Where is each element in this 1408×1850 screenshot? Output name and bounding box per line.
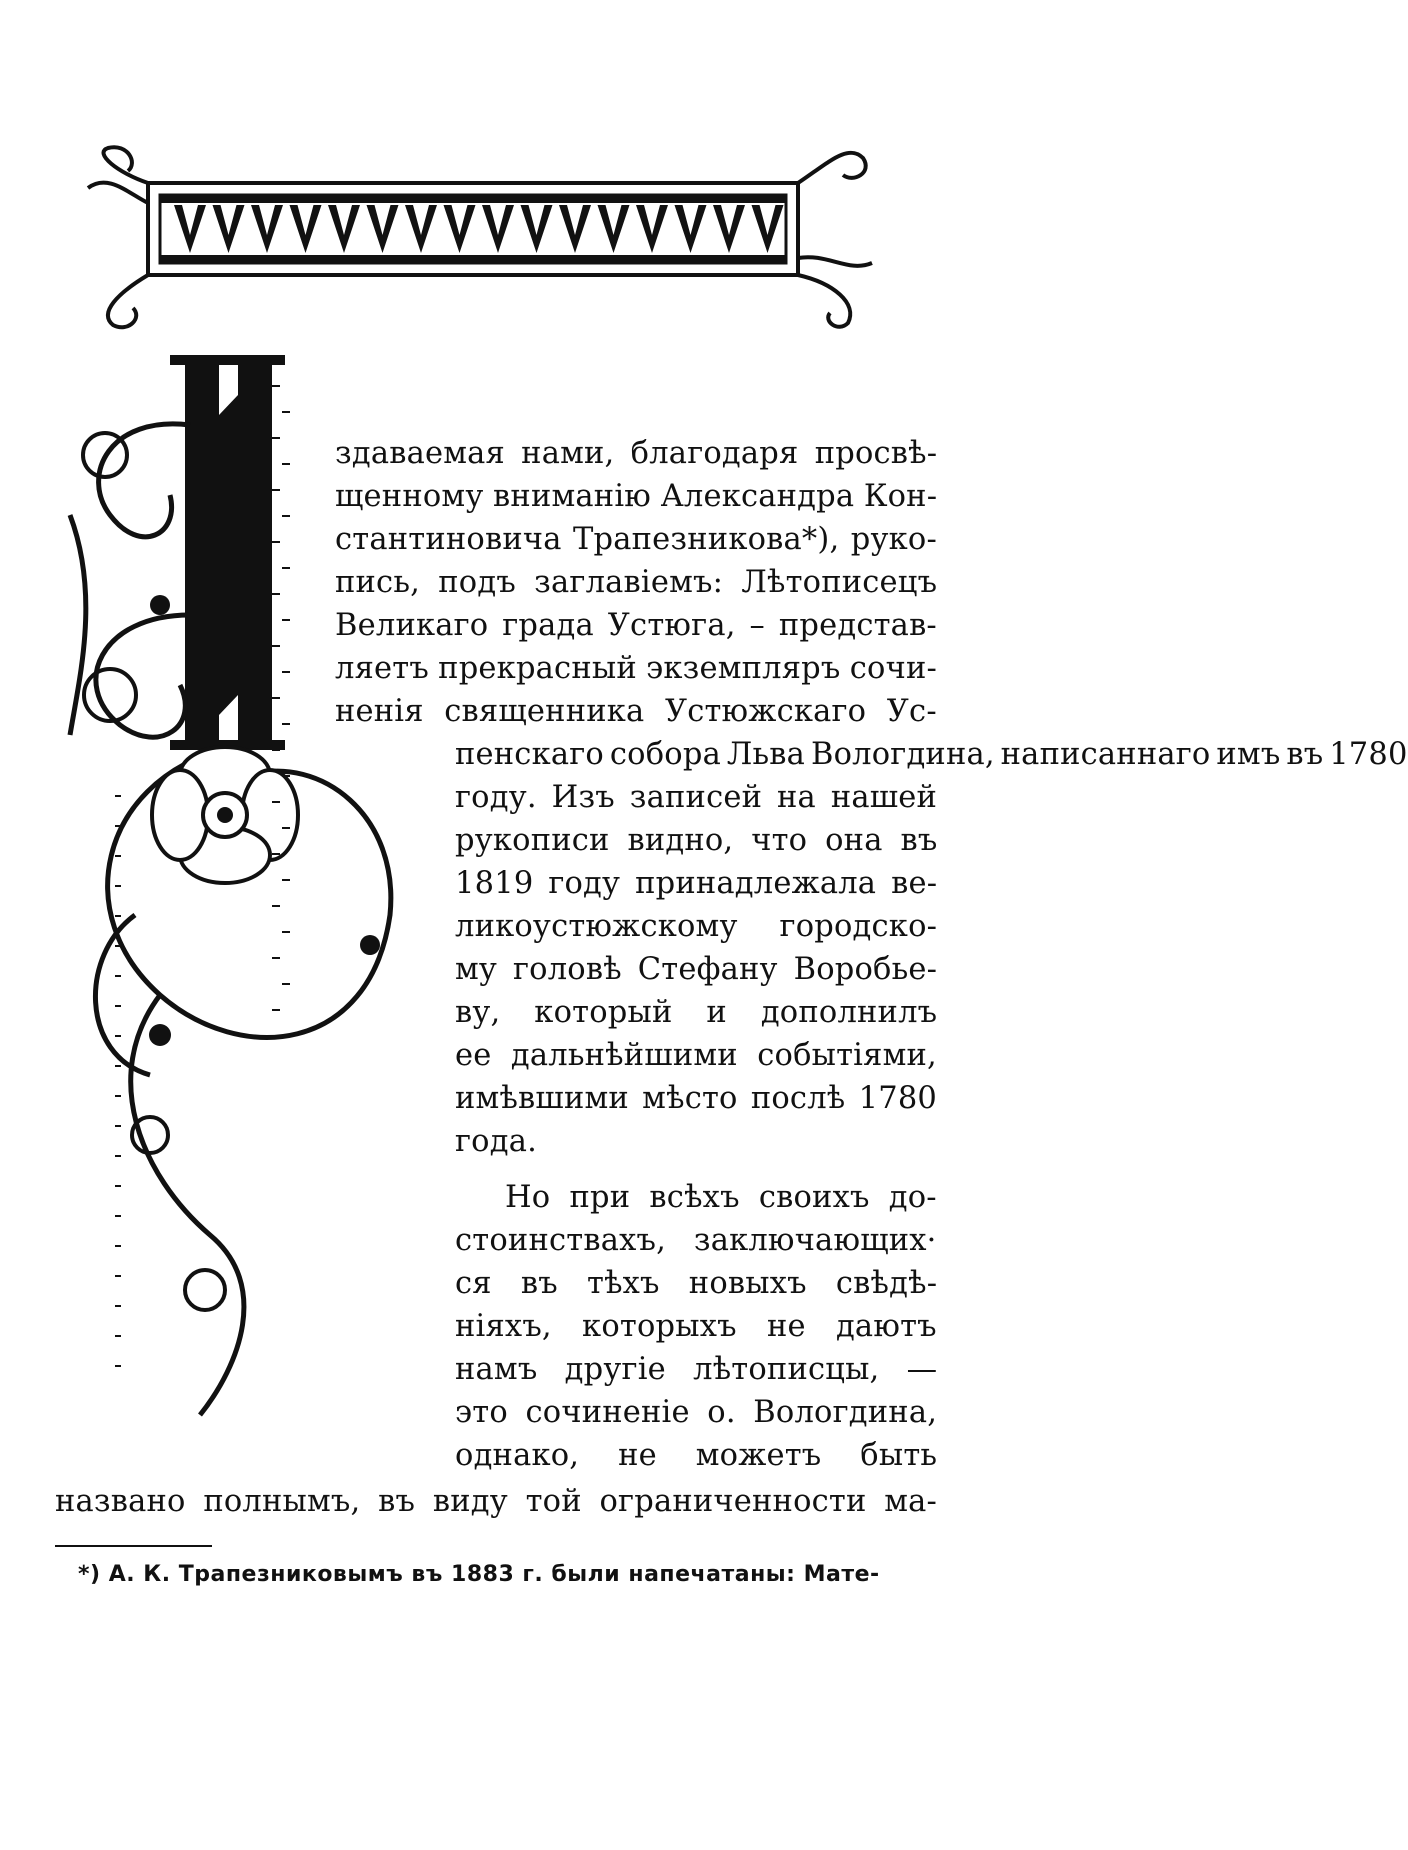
- headpiece-motif: [559, 205, 591, 253]
- ornament-dash: [282, 411, 290, 413]
- ornament-dash: [115, 1125, 121, 1127]
- headpiece-motif: [367, 205, 399, 253]
- headpiece-motif: [521, 205, 553, 253]
- text-line: Великаго града Устюга, – представ-: [335, 608, 937, 643]
- ornament-dash: [115, 1155, 121, 1157]
- text-line: стоинствахъ, заключающих·: [455, 1223, 937, 1258]
- ornament-dash: [272, 1009, 280, 1011]
- text-line: ся въ тѣхъ новыхъ свѣдѣ-: [455, 1266, 938, 1301]
- headpiece-motif: [213, 205, 245, 253]
- text-line: намъ другіе лѣтописцы, —: [455, 1352, 938, 1387]
- ornament-dash: [115, 1335, 121, 1337]
- headpiece-motif: [636, 205, 668, 253]
- ornament-dash: [115, 1185, 121, 1187]
- headpiece-motif: [290, 205, 322, 253]
- text-line: однако, не можетъ быть: [455, 1438, 938, 1473]
- ornament-dash: [272, 385, 280, 387]
- ornament-dash: [115, 1035, 121, 1037]
- ornament-dash: [272, 905, 280, 907]
- ornament-dash: [115, 1245, 121, 1247]
- ornament-dash: [272, 593, 280, 595]
- text-line: стантиновича Трапезникова*), руко-: [335, 522, 937, 557]
- ornament-dash: [115, 1065, 121, 1067]
- ornament-dash: [115, 1305, 121, 1307]
- headpiece-motif: [251, 205, 283, 253]
- text-line: щенному вниманію Александра Кон-: [335, 479, 938, 514]
- headpiece-motif: [675, 205, 707, 253]
- text-line: здаваемая нами, благодаря просвѣ-: [335, 436, 938, 471]
- headpiece-motif: [752, 205, 784, 253]
- ornament-dash: [115, 825, 121, 827]
- text-line: ненія священника Устюжскаго Ус-: [335, 694, 937, 729]
- ornament-dash: [282, 879, 290, 881]
- ornamental-headpiece: [88, 143, 872, 333]
- headpiece-motif: [174, 205, 206, 253]
- ornament-dash: [115, 795, 121, 797]
- text-line: 1819 году принадлежала ве-: [455, 866, 938, 901]
- text-line: пенскаго собора Льва Вологдина, написаннаго имъ въ 1780: [455, 737, 1408, 772]
- ornament-dash: [272, 645, 280, 647]
- ornament-dash: [282, 827, 290, 829]
- ornament-dash: [282, 671, 290, 673]
- ornament-dash: [115, 1365, 121, 1367]
- ornament-dash: [272, 697, 280, 699]
- ornament-dash: [282, 463, 290, 465]
- text-line: ляетъ прекрасный экземпляръ сочи-: [335, 651, 937, 686]
- ornament-dash: [282, 723, 290, 725]
- text-line: му головѣ Стефану Воробье-: [455, 952, 938, 987]
- text-line: это сочиненіе о. Вологдина,: [455, 1395, 938, 1430]
- ornament-dash: [115, 1095, 121, 1097]
- text-line: пись, подъ заглавіемъ: Лѣтописецъ: [335, 565, 938, 600]
- ornament-dash: [115, 1215, 121, 1217]
- ornament-dash: [115, 885, 121, 887]
- ornament-dash: [272, 437, 280, 439]
- text-line: ликоустюжскому городско-: [455, 909, 938, 944]
- ornament-dash: [282, 775, 290, 777]
- ornament-dash: [272, 853, 280, 855]
- headpiece-motif: [598, 205, 630, 253]
- text-line: Но при всѣхъ своихъ до-: [505, 1180, 937, 1215]
- ornament-dash: [272, 489, 280, 491]
- ornament-dash: [115, 945, 121, 947]
- ornament-dash: [272, 801, 280, 803]
- ornament-dash: [272, 957, 280, 959]
- ornament-dash: [115, 975, 121, 977]
- headpiece-motif: [713, 205, 745, 253]
- ornament-dash: [115, 855, 121, 857]
- ornament-dash: [282, 619, 290, 621]
- ornament-dash: [282, 1035, 290, 1037]
- text-line: имѣвшими мѣсто послѣ 1780: [455, 1081, 938, 1116]
- text-line: названо полнымъ, въ виду той ограниченности ма-: [55, 1484, 938, 1519]
- text-line: году. Изъ записей на нашей: [455, 780, 938, 815]
- ornament-dash: [282, 515, 290, 517]
- footnote-rule: [55, 1545, 212, 1547]
- headpiece-motif: [405, 205, 437, 253]
- ornament-dash: [115, 1005, 121, 1007]
- headpiece-motif: [328, 205, 360, 253]
- text-line: ніяхъ, которыхъ не даютъ: [455, 1309, 937, 1344]
- headpiece-motif: [444, 205, 476, 253]
- ornament-dash: [115, 915, 121, 917]
- headpiece-motif: [482, 205, 514, 253]
- footnote: *) А. К. Трапезниковымъ въ 1883 г. были напечатаны: Мате-: [78, 1562, 880, 1587]
- ornament-dash: [115, 1275, 121, 1277]
- ornament-dash: [282, 931, 290, 933]
- text-line: рукописи видно, что она въ: [455, 823, 938, 858]
- text-line: года.: [455, 1124, 538, 1159]
- ornament-dash: [282, 567, 290, 569]
- text-line: ее дальнѣйшими событіями,: [455, 1038, 937, 1073]
- text-line: ву, который и дополнилъ: [455, 995, 938, 1030]
- ornament-dash: [282, 983, 290, 985]
- ornament-dash: [272, 541, 280, 543]
- ornament-dash: [272, 749, 280, 751]
